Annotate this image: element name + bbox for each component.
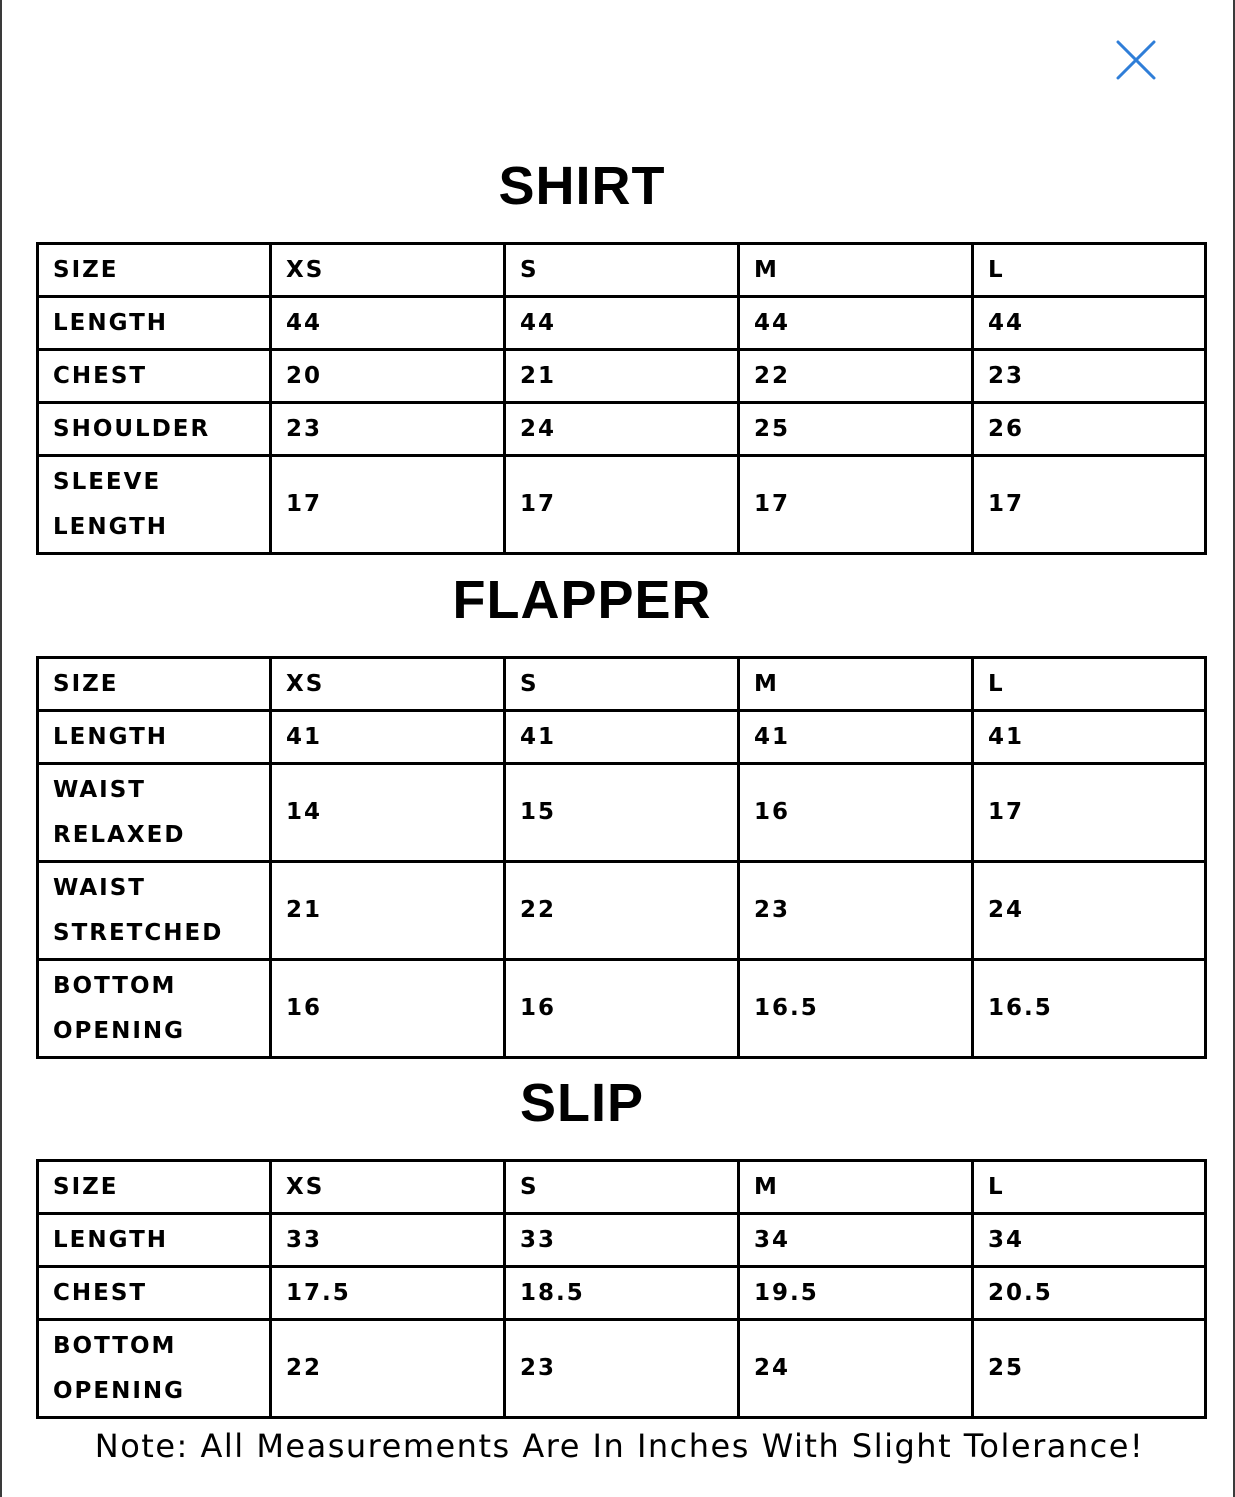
table-cell: 17 [505,456,739,554]
table-cell: 21 [505,350,739,403]
row-label: LENGTH [38,297,271,350]
row-label: WAIST STRETCHED [38,862,271,960]
row-label: SLEEVE LENGTH [38,456,271,554]
table-cell: 15 [505,764,739,862]
header-cell: SIZE [38,244,271,297]
header-cell: XS [271,1161,505,1214]
row-label: CHEST [38,350,271,403]
table-cell: 24 [739,1320,973,1418]
table-cell: 16.5 [973,960,1206,1058]
header-cell: S [505,244,739,297]
table-row [38,1267,1206,1320]
table-cell: 17.5 [271,1267,505,1320]
table-cell: 17 [271,456,505,554]
table-row [38,350,1206,403]
table-cell: 22 [505,862,739,960]
row-label: CHEST [38,1267,271,1320]
table-cell: 34 [973,1214,1206,1267]
table-cell: 41 [973,711,1206,764]
shirt-size-table [36,242,1207,555]
table-cell: 17 [973,456,1206,554]
table-cell: 16 [505,960,739,1058]
table-cell: 24 [505,403,739,456]
table-cell: 18.5 [505,1267,739,1320]
table-cell: 16 [271,960,505,1058]
row-label: WAIST RELAXED [38,764,271,862]
table-cell: 44 [739,297,973,350]
header-cell: XS [271,244,505,297]
measurement-note: Note: All Measurements Are In Inches With Slight Tolerance! [94,1427,1145,1465]
header-cell: M [739,658,973,711]
table-cell: 20.5 [973,1267,1206,1320]
table-cell: 16.5 [739,960,973,1058]
table-cell: 33 [271,1214,505,1267]
header-cell: SIZE [38,1161,271,1214]
table-cell: 24 [973,862,1206,960]
table-cell: 44 [973,297,1206,350]
header-cell: SIZE [38,658,271,711]
row-label: BOTTOM OPENING [38,960,271,1058]
header-cell: M [739,244,973,297]
table-cell: 17 [973,764,1206,862]
table-cell: 41 [505,711,739,764]
flapper-size-table [36,656,1207,1059]
row-label: BOTTOM OPENING [38,1320,271,1418]
table-cell: 23 [973,350,1206,403]
table-header-row [38,244,1206,297]
table-cell: 22 [271,1320,505,1418]
table-row [38,1320,1206,1418]
row-label: LENGTH [38,1214,271,1267]
table-cell: 41 [739,711,973,764]
table-row [38,960,1206,1058]
header-cell: L [973,244,1206,297]
table-row [38,456,1206,554]
header-cell: L [973,1161,1206,1214]
header-cell: S [505,658,739,711]
section-title-shirt: SHIRT [498,156,666,216]
table-cell: 34 [739,1214,973,1267]
close-button[interactable] [1112,36,1160,84]
table-cell: 44 [271,297,505,350]
table-row [38,711,1206,764]
section-title-flapper: FLAPPER [452,570,712,630]
table-header-row [38,658,1206,711]
table-cell: 25 [739,403,973,456]
table-row [38,297,1206,350]
table-cell: 21 [271,862,505,960]
row-label: SHOULDER [38,403,271,456]
table-cell: 33 [505,1214,739,1267]
slip-size-table [36,1159,1207,1419]
header-cell: XS [271,658,505,711]
table-cell: 16 [739,764,973,862]
table-cell: 19.5 [739,1267,973,1320]
table-cell: 20 [271,350,505,403]
table-cell: 17 [739,456,973,554]
close-icon [1112,36,1160,84]
table-header-row [38,1161,1206,1214]
table-cell: 44 [505,297,739,350]
table-cell: 14 [271,764,505,862]
table-cell: 25 [973,1320,1206,1418]
table-cell: 23 [505,1320,739,1418]
header-cell: L [973,658,1206,711]
table-cell: 23 [739,862,973,960]
table-row [38,403,1206,456]
table-cell: 26 [973,403,1206,456]
table-row [38,862,1206,960]
row-label: LENGTH [38,711,271,764]
section-title-slip: SLIP [519,1073,645,1133]
table-row [38,764,1206,862]
table-cell: 22 [739,350,973,403]
table-row [38,1214,1206,1267]
header-cell: S [505,1161,739,1214]
table-cell: 41 [271,711,505,764]
header-cell: M [739,1161,973,1214]
table-cell: 23 [271,403,505,456]
